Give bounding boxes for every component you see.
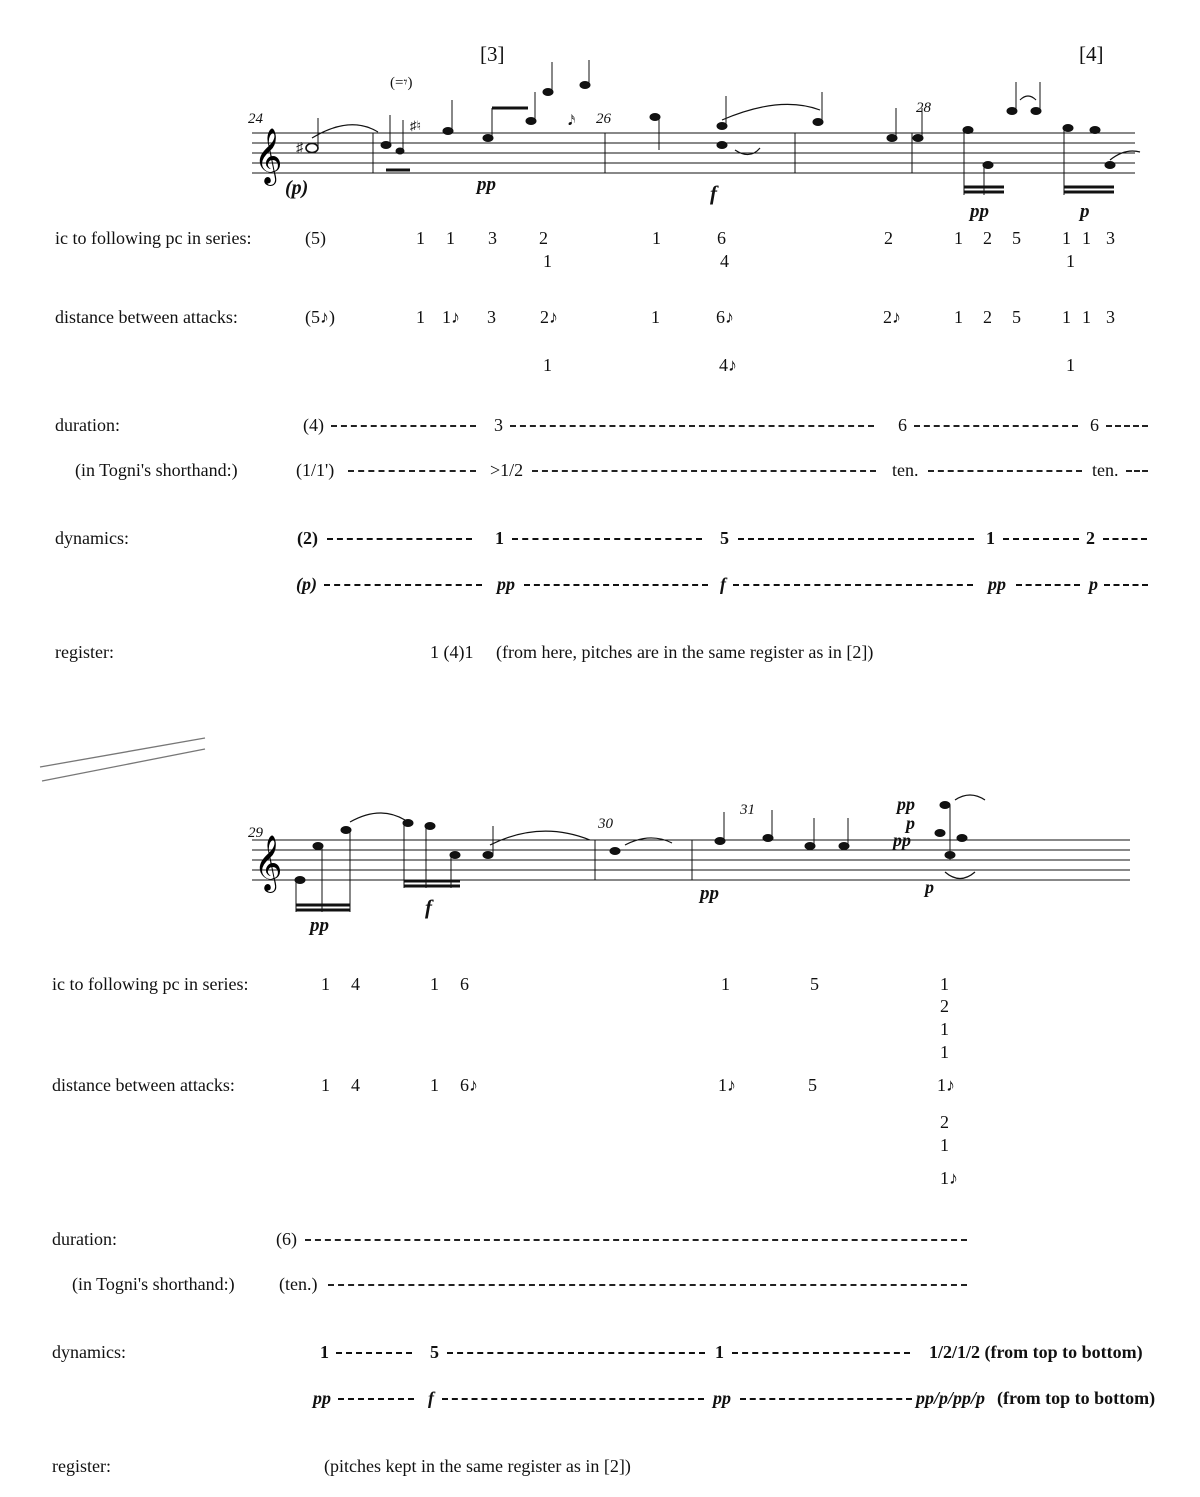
shorthand-value: ten. [1092,460,1119,480]
dash-line [1126,470,1148,472]
dynamics-mark: pp/p/pp/p [916,1388,986,1408]
dash-line [510,425,874,427]
dynamics-row-label: dynamics: [52,1342,126,1362]
ic-value: 2 [940,996,949,1016]
tempo-note: (=𝄾) [390,75,413,91]
shorthand-value: ten. [892,460,919,480]
duration-row-label: duration: [52,1229,117,1249]
score-dynamic: pp [477,174,496,195]
distance-value: 1 [416,307,425,327]
dash-line [740,1398,912,1400]
distance-value: 1 [1066,355,1075,375]
dynamics-number: 1/2/1/2 (from top to bottom) [929,1342,1143,1362]
dynamics-number: 2 [1086,528,1095,548]
ic-value: 1 [954,228,963,248]
ic-value: 1 [1082,228,1091,248]
dash-line [305,1239,967,1241]
dash-line [1016,584,1080,586]
shorthand-row-label: (in Togni's shorthand:) [72,1274,235,1294]
distance-value: 1 [1082,307,1091,327]
score-dynamic: f [710,181,717,205]
distance-value: 1 [430,1075,439,1095]
score-dynamic: pp [893,830,911,850]
ic-row-label: ic to following pc in series: [52,974,249,994]
distance-value: 5 [1012,307,1021,327]
ic-value: 6 [460,974,469,994]
ic-value: 1 [1066,251,1075,271]
dash-line [328,1284,967,1286]
distance-value: 2 [940,1112,949,1132]
distance-value: 2 [983,307,992,327]
dash-line [732,1352,910,1354]
ic-value: 5 [810,974,819,994]
svg-text:𝅘𝅥𝅯: 𝅘𝅥𝅯 [568,114,576,129]
dynamics-mark: f [428,1388,434,1408]
register-note: (pitches kept in the same register as in [2]) [324,1456,631,1476]
distance-value: 1♪ [718,1075,736,1095]
ic-value: 5 [1012,228,1021,248]
distance-value: 1 [940,1135,949,1155]
ic-value: (5) [305,228,326,248]
dynamics-number: 5 [430,1342,439,1362]
duration-row-label: duration: [55,415,120,435]
dash-line [324,584,482,586]
dash-line [338,1398,414,1400]
distance-value: 2♪ [883,307,901,327]
dash-line [1106,425,1148,427]
measure-number: 30 [598,816,613,832]
dynamics-mark: pp [988,574,1006,594]
dynamics-number: 1 [715,1342,724,1362]
ic-value: 1 [940,974,949,994]
duration-value: 6 [1090,415,1099,435]
distance-value: 1 [543,355,552,375]
notes-system-1 [296,60,1140,195]
score-dynamic: pp [700,883,719,904]
dash-line [733,584,973,586]
ic-value: 6 [717,228,726,248]
measure-number: 26 [596,111,611,127]
duration-value: (4) [303,415,324,435]
rehearsal-mark-4: [4] [1079,42,1104,66]
dynamics-number: (2) [297,528,318,548]
score-dynamic: pp [897,794,915,814]
score-dynamic: (p) [285,177,309,199]
dynamics-mark: pp [497,574,515,594]
dynamics-mark: pp [713,1388,731,1408]
dash-line [512,538,702,540]
dash-line [331,425,476,427]
decorative-lines [40,738,205,781]
distance-value: 6♪ [460,1075,478,1095]
notes-system-2 [295,795,985,912]
dynamics-number: 5 [720,528,729,548]
distance-value: 1 [954,307,963,327]
ic-value: 1 [940,1042,949,1062]
dynamics-row-label: dynamics: [55,528,129,548]
score-dynamic: f [425,895,432,919]
distance-value: 3 [1106,307,1115,327]
measure-number: 29 [248,825,263,841]
dynamics-mark: (p) [296,574,317,594]
ic-value: 1 [416,228,425,248]
rehearsal-mark-3: [3] [480,42,505,66]
measure-number: 31 [740,802,755,818]
svg-text:♯♮: ♯♮ [410,118,422,133]
score-dynamic: p [906,813,915,833]
ic-value: 2 [884,228,893,248]
shorthand-value: >1/2 [490,460,524,480]
distance-value: (5♪) [305,307,335,327]
treble-clef-icon: 𝄞 [254,835,283,891]
score-dynamic: p [1080,201,1090,222]
treble-clef-icon: 𝄞 [254,128,283,184]
distance-value: 1♪ [442,307,460,327]
ic-row-label: ic to following pc in series: [55,228,252,248]
dynamics-mark: p [1089,574,1098,594]
svg-text:♯: ♯ [296,141,303,156]
dynamics-mark: pp [313,1388,331,1408]
distance-value: 1 [651,307,660,327]
score-dynamic: pp [310,915,329,936]
dash-line [442,1398,704,1400]
score-dynamic: pp [970,201,989,222]
distance-value: 3 [487,307,496,327]
dynamics-number: 1 [986,528,995,548]
dash-line [447,1352,705,1354]
shorthand-value: (1/1') [296,460,335,480]
register-value: 1 (4)1 [430,642,474,662]
register-note: (from here, pitches are in the same register as in [2]) [496,642,874,662]
ic-value: 1 [940,1019,949,1039]
ic-value: 1 [321,974,330,994]
ic-value: 1 [652,228,661,248]
dash-line [348,470,476,472]
duration-value: (6) [276,1229,297,1249]
distance-value: 4 [351,1075,360,1095]
dash-line [928,470,1082,472]
distance-value: 1 [1062,307,1071,327]
dynamics-number: 1 [320,1342,329,1362]
measure-number: 28 [916,100,931,116]
distance-value: 1♪ [937,1075,955,1095]
measure-number: 24 [248,111,263,127]
distance-row-label: distance between attacks: [55,307,238,327]
distance-value: 4♪ [719,355,737,375]
dynamics-mark: f [720,574,726,594]
ic-value: 3 [488,228,497,248]
distance-row-label: distance between attacks: [52,1075,235,1095]
shorthand-value: (ten.) [279,1274,318,1294]
dynamics-mark-suffix: (from top to bottom) [997,1388,1156,1408]
ic-value: 3 [1106,228,1115,248]
ic-value: 1 [721,974,730,994]
staff-system-1 [252,133,1135,173]
ic-value: 4 [720,251,729,271]
score-dynamic: p [925,877,934,897]
ic-value: 1 [543,251,552,271]
ic-value: 1 [430,974,439,994]
dash-line [532,470,876,472]
dash-line [1104,584,1148,586]
distance-value: 1 [321,1075,330,1095]
distance-value: 6♪ [716,307,734,327]
dash-line [327,538,472,540]
dash-line [914,425,1078,427]
duration-value: 3 [494,415,503,435]
ic-value: 4 [351,974,360,994]
distance-value: 2♪ [540,307,558,327]
register-row-label: register: [55,642,114,662]
shorthand-row-label: (in Togni's shorthand:) [75,460,238,480]
staff-system-2 [252,840,1130,880]
duration-value: 6 [898,415,907,435]
dash-line [738,538,974,540]
dash-line [336,1352,412,1354]
ic-value: 1 [1062,228,1071,248]
dynamics-number: 1 [495,528,504,548]
distance-value: 1♪ [940,1168,958,1188]
distance-value: 5 [808,1075,817,1095]
dash-line [1003,538,1079,540]
ic-value: 2 [539,228,548,248]
ic-value: 2 [983,228,992,248]
dash-line [1103,538,1147,540]
register-row-label: register: [52,1456,111,1476]
ic-value: 1 [446,228,455,248]
dash-line [524,584,708,586]
